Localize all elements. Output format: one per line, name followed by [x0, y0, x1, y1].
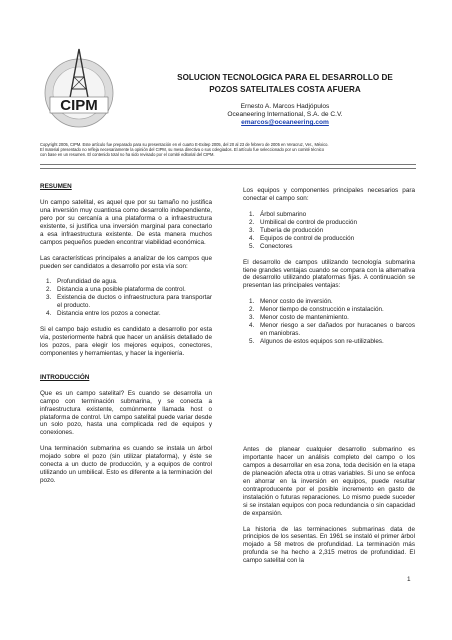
list-item — [249, 306, 415, 314]
cipm-logo — [40, 47, 118, 133]
list-text: Umbilical de control de producción — [260, 218, 357, 226]
list-number: 4. — [46, 310, 52, 318]
list-text: Árbol submarino — [260, 210, 307, 218]
list-text: Menor tiempo de construcción e instalación. — [260, 306, 384, 314]
list-number: 2. — [249, 218, 255, 226]
section-heading-resumen: RESUMEN — [40, 183, 72, 190]
list-text: Algunos de estos equipos son re-utilizables. — [260, 338, 384, 346]
left-column — [40, 183, 212, 493]
planning-paragraph: Antes de planear cualquier desarrollo submarino es importante hacer un análisis completo del campo o los campos a desarrollar en esa zona, toda decisión en la etapa de planeación afecta otra u otras variables. Si uno se enfoca en ahorrar en la inversión en equipos, puede resultar contraproducente por el posible incremento en gasto de instalación o futuras reparaciones. Lo mismo puede suceder si se instalan equipos con poca redundancia o sin capacidad de expansión. — [243, 446, 415, 517]
list-text: Conectores — [260, 242, 293, 250]
divider-bottom — [40, 168, 416, 169]
intro-paragraph-2: Una terminación submarina es cuando se instala un árbol mojado sobre el pozo (sin utilizar plataforma), y éste se conecta a un ducto de producción, y a equipos de control utilizando un umbilical. Esto es diferente a la terminación del pozo. — [40, 445, 212, 485]
author-email-link[interactable]: emarcos@oceaneering.com — [241, 119, 329, 127]
components-list — [243, 211, 415, 251]
list-text: Menor costo de mantenimiento. — [260, 314, 349, 322]
resumen-paragraph-1: Un campo satelital, es aquel que por su tamaño no justifica una inversión muy cuantiosa como desarrollo independiente, pero por su cercanía a una plataforma o a infraestructura existente, si justifica una inversión marginal para conectarlo a esa infraestructura existente. De esta manera muchos campos pequeños pueden encontrar viabilidad económica. — [40, 198, 212, 246]
characteristics-list — [40, 278, 212, 318]
list-number: 2. — [46, 286, 52, 294]
author-name: Ernesto A. Marcos Hadjópulos — [240, 103, 330, 110]
right-column-top — [243, 187, 415, 354]
list-item — [249, 234, 415, 243]
list-item — [249, 242, 415, 251]
title-line-2: POZOS SATELITALES COSTA AFUERA — [209, 85, 361, 94]
author-company: Oceaneering International, S.A. de C.V. — [227, 111, 343, 119]
list-item — [46, 278, 212, 286]
paper-title — [150, 72, 420, 96]
intro-paragraph-1: Que es un campo satelital? Es cuando se desarrolla un campo con terminación submarina, y se conecta a infraestructura existente, comúnmente llamada host o plataforma de control. Un campo satelital puede variar desde un solo pozo, hasta una complicada red de equipos y conexiones. — [40, 389, 212, 437]
list-number: 4. — [249, 234, 255, 242]
list-item — [249, 210, 415, 219]
list-number: 5. — [249, 242, 255, 250]
list-text: Distancia entre los pozos a conectar. — [57, 310, 161, 318]
title-line-1: SOLUCION TECNOLOGICA PARA EL DESARROLLO DE — [177, 73, 393, 82]
list-number: 1. — [249, 210, 255, 218]
logo-text: CIPM — [60, 97, 98, 114]
right-column-bottom — [243, 446, 415, 573]
list-text: Distancia a una posible plataforma de control. — [57, 286, 186, 294]
list-number: 3. — [249, 226, 255, 234]
author-block — [175, 103, 395, 128]
list-number: 3. — [249, 314, 255, 322]
list-item — [249, 218, 415, 227]
list-item — [249, 322, 415, 338]
list-text: Tubería de producción — [260, 226, 324, 234]
list-text: Equipos de control de producción — [260, 234, 355, 242]
page-number: 1 — [407, 576, 411, 583]
list-item — [46, 294, 212, 310]
section-heading-introduccion: INTRODUCCIÓN — [40, 373, 90, 381]
list-text: Existencia de ductos o infraestructura para transportar el producto. — [57, 294, 212, 310]
list-item — [249, 314, 415, 322]
components-intro: Los equipos y componentes principales necesarios para conectar el campo son: — [243, 187, 415, 202]
copyright-line-1: Copyright 2005, CIPM. Este artículo fue preparado para su presentación en el cuarto E-Exitep 2005, del 20 al 23 de febrero de 2005 en Veracruz, Ver., México. — [40, 142, 329, 147]
list-text: Menor costo de inversión. — [260, 298, 333, 306]
advantages-intro: El desarrollo de campos utilizando tecnología submarina tiene grandes ventajas cuando se compara con la alternativa de desarrollo utilizando plataformas fijas. A continuación se presentan las principales ventajas: — [243, 258, 415, 290]
list-number: 4. — [249, 322, 255, 330]
list-item — [46, 286, 212, 294]
copyright-line-3: con base en un resumen. El contenido total no ha sido revisado por el comité editorial del CIPM. — [40, 152, 215, 158]
list-item — [249, 338, 415, 346]
list-text: Profundidad de agua. — [57, 278, 118, 286]
list-text: Menor riesgo a ser dañados por huracanes o barcos en maniobras. — [260, 322, 415, 338]
divider-top — [40, 164, 416, 165]
history-paragraph: La historia de las terminaciones submarinas data de principios de los sesentas. En 1961 se instaló el primer árbol mojado a 58 metros de profundidad. La terminación más profunda se ha hecho a 2,315 metros de profundidad. El campo satelital con la — [243, 525, 415, 565]
list-number: 5. — [249, 338, 255, 346]
list-number: 1. — [249, 298, 255, 306]
advantages-list — [243, 298, 415, 346]
resumen-paragraph-2: Las características principales a analizar de los campos que pueden ser candidatos a desarrollo por esta vía son: — [40, 254, 212, 270]
list-number: 3. — [46, 294, 52, 302]
list-number: 1. — [46, 278, 52, 286]
copyright-notice — [40, 142, 416, 158]
list-number: 2. — [249, 306, 255, 314]
copyright-line-2: El material presentado no refleja necesariamente la opinión del CIPM, su mesa directiva o sus colegiados. El artículo fue seleccionado por un comité técnico — [40, 147, 324, 153]
list-item — [249, 226, 415, 235]
list-item — [46, 310, 212, 318]
resumen-paragraph-3: Si el campo bajo estudio es candidato a desarrollo por esta vía, posteriormente habrá que hacer un análisis detallado de los pozos, para elegir los mejores equipos, conectores, componentes y herramientas, y hacer la ingeniería. — [40, 326, 212, 357]
list-item — [249, 298, 415, 306]
